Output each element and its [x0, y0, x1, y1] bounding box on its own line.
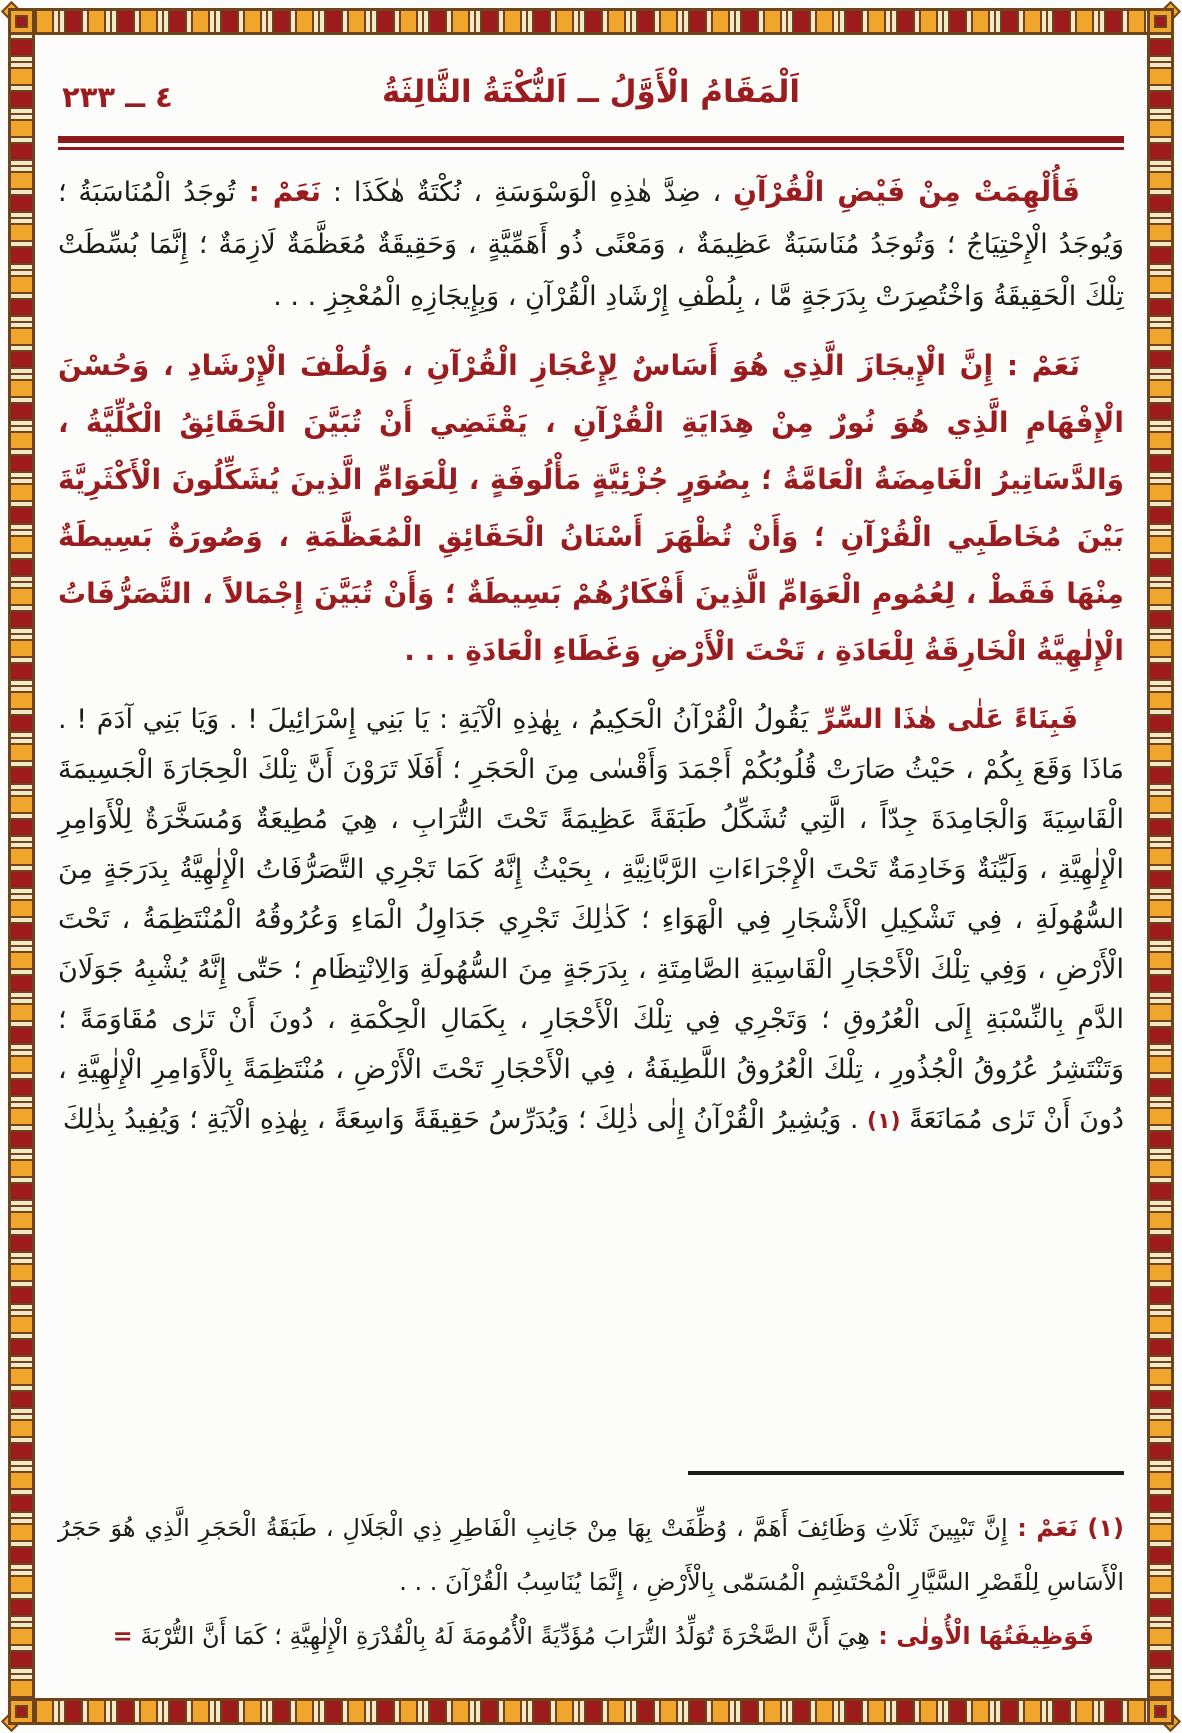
ornamental-border-bottom: [8, 1698, 1174, 1725]
footnote-2: [58, 1609, 1124, 1663]
footnote-text: إِنَّ تَبْيِينَ ثَلَاثِ وَظَائِفَ أَهَمَّ ، وُظِّفَتْ بِهَا مِنْ جَانِبِ الْفَاطِرِ ذِي الْجَلَالِ ، طَبَقَةُ الْحَجَرِ الَّذِي هُوَ حَجَرُ الْأَسَاسِ لِلْقَصْرِ السَّيَّارِ الْمُحْتَشِمِ الْمُسَمّٰى بِالْأَرْضِ ، إِنَّمَا يُنَاسِبُ الْقُرْآنَ . . .: [58, 1514, 1124, 1596]
continuation-mark: =: [112, 1622, 133, 1650]
highlight-phrase: فَبِنَاءً عَلٰى هٰذَا السِّرِّ: [808, 704, 1078, 735]
border-corner: [8, 1698, 35, 1725]
page-title: اَلْمَقَامُ الْأَوَّلُ ــ اَلنُّكْتَةُ الثَّالِثَةُ: [381, 74, 800, 110]
ornamental-border-left: [8, 8, 35, 1725]
highlight-phrase: نَعَمْ :: [235, 175, 322, 208]
ornamental-border-right: [1147, 8, 1174, 1725]
body-run: . وَيُشِيرُ الْقُرْآنُ إِلٰى ذٰلِكَ ؛ وَيُدَرِّسُ حَقِيقَةً وَاسِعَةً ، بِهٰذِهِ الْآيَةِ ؛ وَيُفِيدُ بِذٰلِكَ: [62, 1104, 868, 1135]
page-header: [58, 68, 1124, 124]
body-run: تُوجَدُ الْمُنَاسَبَةُ ؛ وَيُوجَدُ الْإِحْتِيَاجُ ؛ وَتُوجَدُ مُنَاسَبَةٌ عَظِيمَةٌ ، وَمَعْنًى ذُو أَهَمِّيَّةٍ ، وَحَقِيقَةٌ مُعَظَّمَةٌ لَازِمَةٌ ؛ إِنَّمَا بُسِّطَتْ تِلْكَ الْحَقِيقَةُ وَاخْتُصِرَتْ بِدَرَجَةٍ مَّا ، بِلُطْفِ إِرْشَادِ الْقُرْآنِ ، وَبِإِيجَازِهِ الْمُعْجِزِ . . .: [58, 177, 1124, 312]
footnote-lead: فَوَظِيفَتُهَا الْأُولٰى :: [869, 1622, 1094, 1650]
header-rule-thin: [58, 147, 1124, 150]
body-run: يَقُولُ الْقُرْآنُ الْحَكِيمُ ، بِهٰذِهِ الْآيَةِ : يَا بَنِي إِسْرَائِيلَ ! . وَيَا بَنِي آدَمَ ! . مَاذَا وَقَعَ بِكُمْ ، حَيْثُ صَارَتْ قُلُوبُكُمْ أَجْمَدَ وَأَقْسٰى مِنَ الْحَجَرِ ؛ أَفَلَا تَرَوْنَ أَنَّ تِلْكَ الْحِجَارَةَ الْجَسِيمَةَ الْقَاسِيَةَ وَالْجَامِدَةَ جِدّاً ، الَّتِي تُشَكِّلُ طَبَقَةً عَظِيمَةً تَحْتَ التُّرَابِ ، هِيَ مُطِيعَةٌ وَمُسَخَّرَةٌ لِلْأَوَامِرِ الْإِلٰهِيَّةِ ، وَلَيِّنَةٌ وَخَادِمَةٌ تَحْتَ الْإِجْرَاءَاتِ الرَّبَّانِيَّةِ ، بِحَيْثُ إِنَّهُ كَمَا تَجْرِي التَّصَرُّفَاتُ الْإِلٰهِيَّةُ بِدَرَجَةٍ مِنَ السُّهُولَةِ ، فِي تَشْكِيلِ الْأَشْجَارِ فِي الْهَوَاءِ ؛ كَذٰلِكَ تَجْرِي جَدَاوِلُ الْمَاءِ وَعُرُوقُهُ الْمُنْتَظِمَةُ ، تَحْتَ الْأَرْضِ ، وَفِي تِلْكَ الْأَحْجَارِ الْقَاسِيَةِ الصَّامِتَةِ ، بِدَرَجَةٍ مِنَ السُّهُولَةِ وَالِانْتِظَامِ ؛ حَتّٰى إِنَّهُ يُشْبِهُ جَوَلَانَ الدَّمِ بِالنِّسْبَةِ إِلَى الْعُرُوقِ ؛ وَتَجْرِي فِي تِلْكَ الْأَحْجَارِ ، بِكَمَالِ الْحِكْمَةِ ، دُونَ أَنْ تَرٰى مُقَاوَمَةً ؛ وَتَنْتَشِرُ عُرُوقُ الْجُذُورِ ، تِلْكَ الْعُرُوقُ اللَّطِيفَةُ ، فِي الْأَحْجَارِ تَحْتَ الْأَرْضِ ، مُنْتَظِمَةً بِالْأَوَامِرِ الْإِلٰهِيَّةِ ، دُونَ أَنْ تَرٰى مُمَانَعَةً: [58, 704, 1124, 1135]
body-text: [58, 166, 1124, 1147]
footnote-1: [58, 1501, 1124, 1609]
ornamental-border-top: [8, 8, 1174, 35]
header-rule-thick: [58, 136, 1124, 143]
border-corner: [1147, 1698, 1174, 1725]
footnote-text: هِيَ أَنَّ الصَّخْرَةَ تُوَلِّدُ التُّرَابَ مُؤَدِّيَةً الْأُمُومَةَ لَهُ بِالْقُدْرَةِ الْإِلٰهِيَّةِ ؛ كَمَا أَنَّ التُّرْبَةَ: [132, 1622, 870, 1650]
highlight-phrase: فَأُلْهِمَتْ مِنْ فَيْضِ الْقُرْآنِ: [733, 175, 1081, 208]
body-run: ، ضِدَّ هٰذِهِ الْوَسْوَسَةِ ، نُكْتَةٌ هٰكَذَا :: [321, 177, 734, 208]
page-content: [58, 58, 1124, 1689]
border-corner: [1147, 8, 1174, 35]
page-number: ٤ ــ ٢٣٣: [62, 80, 173, 114]
footnote-divider: [688, 1471, 1124, 1475]
footnote-ref: (١): [867, 1109, 901, 1134]
border-corner: [8, 8, 35, 35]
footnote-marker: (١) نَعَمْ :: [1007, 1514, 1124, 1542]
paragraph-main: [58, 695, 1124, 1147]
footnote-area: [58, 1471, 1124, 1663]
paragraph-emphasis: نَعَمْ : إِنَّ الْإِيجَازَ الَّذِي هُوَ أَسَاسٌ لِإِعْجَازِ الْقُرْآنِ ، وَلُطْفَ الْإِرْشَادِ ، وَحُسْنَ الْإِفْهَامِ الَّذِي هُوَ نُورٌ مِنْ هِدَايَةِ الْقُرْآنِ ، يَقْتَضِي أَنْ تُبَيَّنَ الْحَقَائِقُ الْكُلِّيَّةُ ، وَالدَّسَاتِيرُ الْغَامِضَةُ الْعَامَّةُ ؛ بِصُوَرٍ جُزْئِيَّةٍ مَأْلُوفَةٍ ، لِلْعَوَامِّ الَّذِينَ يُشَكِّلُونَ الْأَكْثَرِيَّةَ بَيْنَ مُخَاطَبِي الْقُرْآنِ ؛ وَأَنْ تُظْهَرَ أَسْنَانُ الْحَقَائِقِ الْمُعَظَّمَةِ ، وَصُورَةٌ بَسِيطَةٌ مِنْهَا فَقَطْ ، لِعُمُومِ الْعَوَامِّ الَّذِينَ أَفْكَارُهُمْ بَسِيطَةٌ ؛ وَأَنْ تُبَيَّنَ إِجْمَالاً ، التَّصَرُّفَاتُ الْإِلٰهِيَّةُ الْخَارِقَةُ لِلْعَادَةِ ، تَحْتَ الْأَرْضِ وَغَطَاءِ الْعَادَةِ . . .: [58, 349, 1124, 667]
paragraph-opening: [58, 166, 1124, 323]
